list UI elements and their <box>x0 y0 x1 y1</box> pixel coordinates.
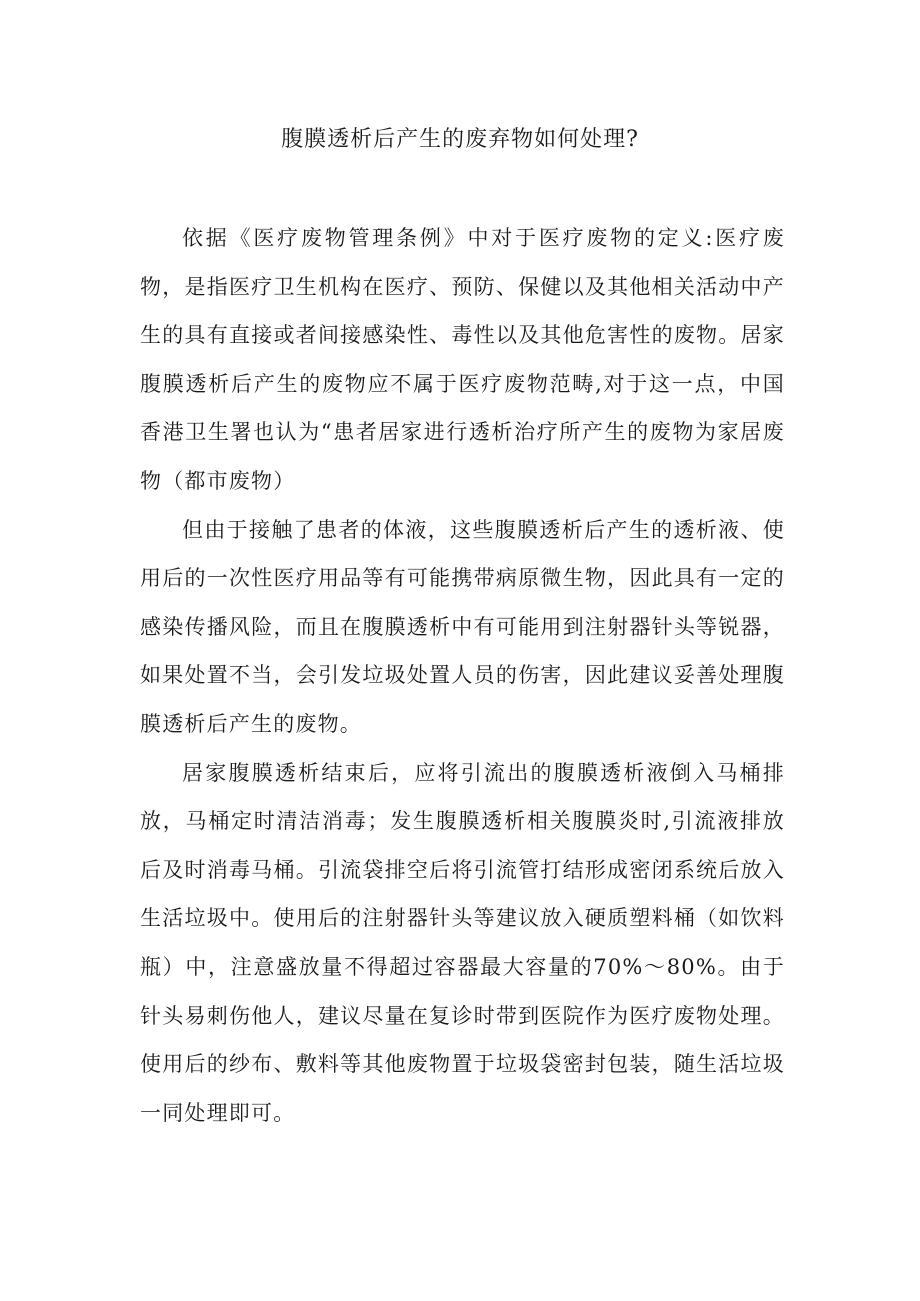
paragraph-handling: 居家腹膜透析结束后，应将引流出的腹膜透析液倒入马桶排放，马桶定时清洁消毒；发生腹膜透析相关腹膜炎时,引流液排放后及时消毒马桶。引流袋排空后将引流管打结形成密闭系统后放入生活垃圾中。使用后的注射器针头等建议放入硬质塑料桶（如饮料瓶）中，注意盛放量不得超过容器最大容量的70%～80%。由于针头易刺伤他人，建议尽量在复诊时带到医院作为医疗废物处理。使用后的纱布、敷料等其他废物置于垃圾袋密封包装，随生活垃圾一同处理即可。 <box>140 760 785 1125</box>
paragraph-definition: 依据《医疗废物管理条例》中对于医疗废物的定义:医疗废物，是指医疗卫生机构在医疗、预防、保健以及其他相关活动中产生的具有直接或者间接感染性、毒性以及其他危害性的废物。居家腹膜透析后产生的废物应不属于医疗废物范畴,对于这一点，中国香港卫生署也认为“患者居家进行透析治疗所产生的废物为家居废物（都市废物） <box>140 226 785 493</box>
paragraph-risk: 但由于接触了患者的体液，这些腹膜透析后产生的透析液、使用后的一次性医疗用品等有可能携带病原微生物，因此具有一定的感染传播风险，而且在腹膜透析中有可能用到注射器针头等锐器，如果处置不当，会引发垃圾处置人员的伤害，因此建议妥善处理腹膜透析后产生的废物。 <box>140 517 785 736</box>
document-title: 腹膜透析后产生的废弃物如何处理? <box>281 127 639 152</box>
document-body <box>140 214 785 1137</box>
